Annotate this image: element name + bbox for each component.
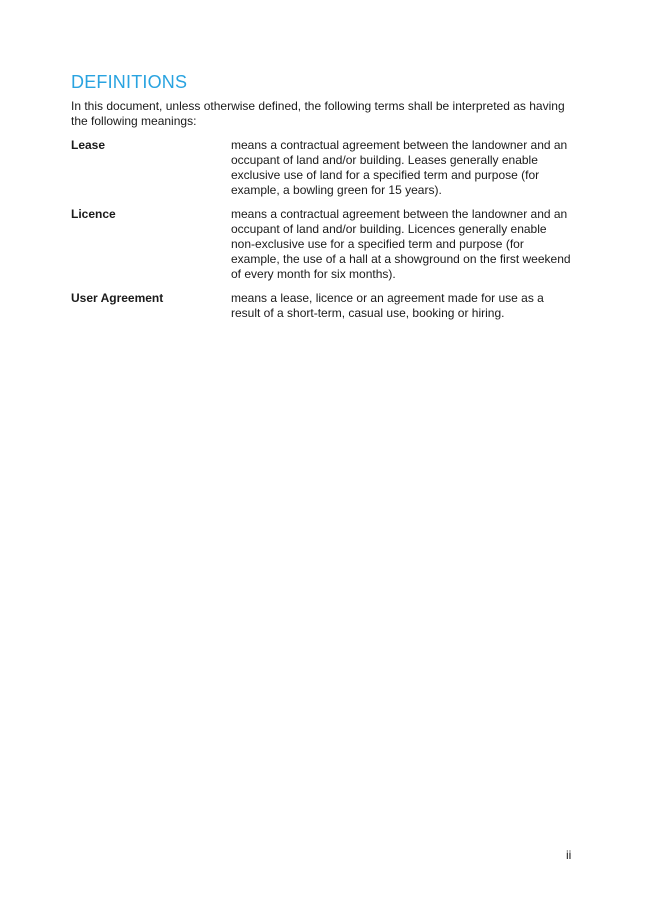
definitions-list <box>71 138 576 330</box>
definition-text: means a contractual agreement between the landowner and an occupant of land and/or building. Licences generally enable non-exclusive use for a specified term and purpose (for example, the use of a hall at a showground on the first weekend of every month for six months). <box>231 207 571 281</box>
definition-row <box>71 138 576 198</box>
definition-text: means a contractual agreement between the landowner and an occupant of land and/or building. Leases generally enable exclusive use of land for a specified term and purpose (for example, a bowling green for 15 years). <box>231 138 568 197</box>
page-number: ii <box>566 848 572 862</box>
definition-row <box>71 207 576 282</box>
definition-row <box>71 291 576 321</box>
definition-text: means a lease, licence or an agreement made for use as a result of a short-term, casual use, booking or hiring. <box>231 291 544 320</box>
definition-term: Lease <box>71 138 106 152</box>
definition-term: Licence <box>71 207 116 221</box>
definition-term: User Agreement <box>71 291 164 305</box>
intro-paragraph: In this document, unless otherwise defined, the following terms shall be interpreted as having the following meanings: <box>71 99 565 128</box>
section-heading: DEFINITIONS <box>71 72 188 92</box>
